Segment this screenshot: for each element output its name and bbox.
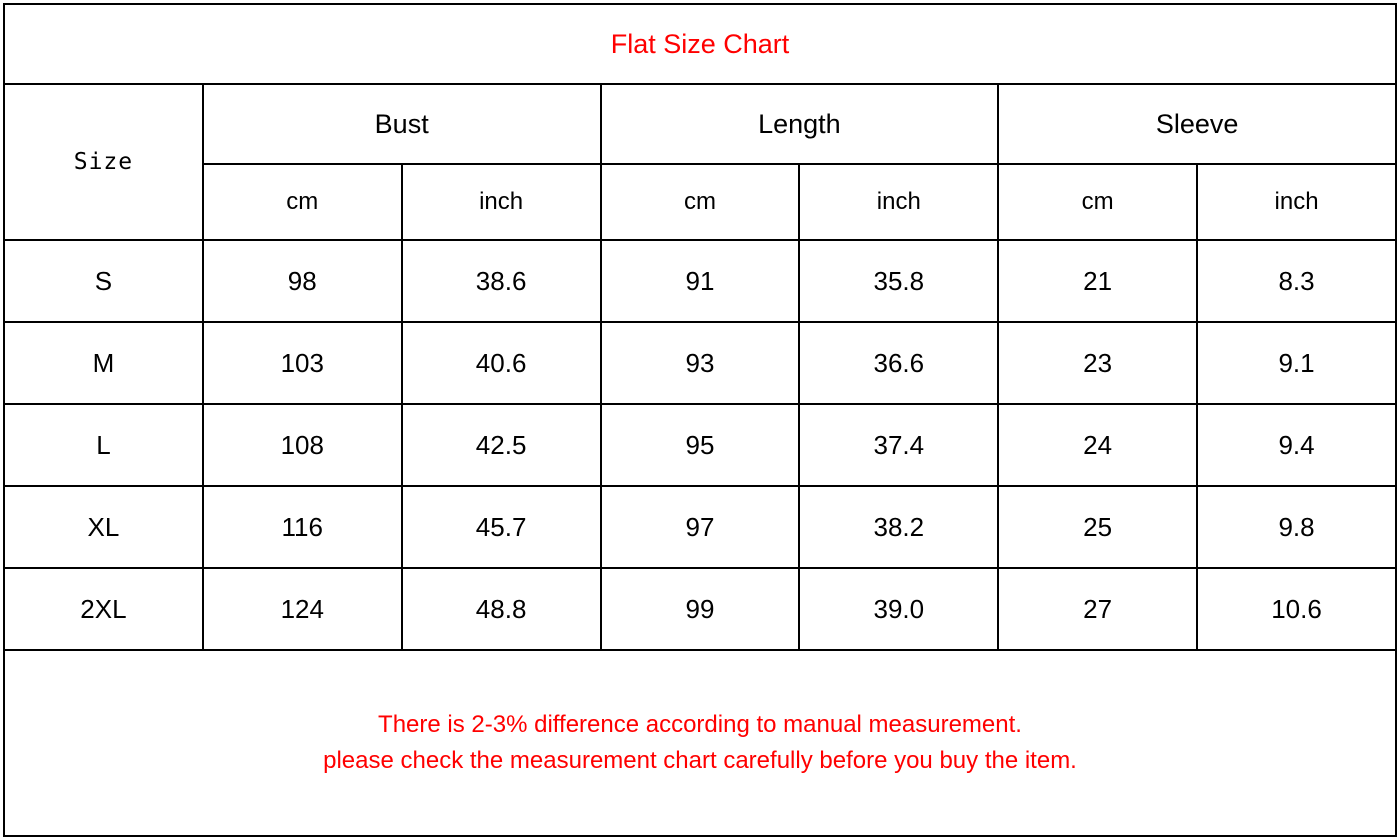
cell-length-cm: 97 — [601, 486, 800, 568]
cell-sleeve-cm: 24 — [998, 404, 1197, 486]
column-header-length: Length — [601, 84, 999, 164]
measurement-note-line-2: please check the measurement chart carefully before you buy the item. — [323, 747, 1077, 774]
unit-sleeve-inch: inch — [1197, 164, 1396, 240]
cell-sleeve-inch: 10.6 — [1197, 568, 1396, 650]
cell-bust-inch: 38.6 — [402, 240, 601, 322]
cell-bust-inch: 42.5 — [402, 404, 601, 486]
cell-bust-cm: 103 — [203, 322, 402, 404]
cell-bust-cm: 98 — [203, 240, 402, 322]
table-row — [4, 322, 1396, 404]
table-title-row — [4, 4, 1396, 84]
cell-length-cm: 93 — [601, 322, 800, 404]
unit-length-cm: cm — [601, 164, 800, 240]
cell-sleeve-cm: 23 — [998, 322, 1197, 404]
cell-sleeve-inch: 9.8 — [1197, 486, 1396, 568]
cell-sleeve-cm: 25 — [998, 486, 1197, 568]
table-row — [4, 240, 1396, 322]
cell-length-inch: 38.2 — [799, 486, 998, 568]
unit-bust-cm: cm — [203, 164, 402, 240]
table-unit-row — [4, 164, 1396, 240]
cell-bust-cm: 108 — [203, 404, 402, 486]
cell-length-inch: 39.0 — [799, 568, 998, 650]
table-group-header-row — [4, 84, 1396, 164]
unit-sleeve-cm: cm — [998, 164, 1197, 240]
cell-length-cm: 91 — [601, 240, 800, 322]
column-header-size: Size — [4, 84, 203, 240]
cell-sleeve-cm: 27 — [998, 568, 1197, 650]
cell-sleeve-inch: 8.3 — [1197, 240, 1396, 322]
cell-bust-inch: 48.8 — [402, 568, 601, 650]
column-header-sleeve: Sleeve — [998, 84, 1396, 164]
table-row — [4, 404, 1396, 486]
cell-bust-cm: 116 — [203, 486, 402, 568]
unit-length-inch: inch — [799, 164, 998, 240]
table-note-row — [4, 650, 1396, 836]
cell-sleeve-cm: 21 — [998, 240, 1197, 322]
cell-length-inch: 35.8 — [799, 240, 998, 322]
row-size-label: XL — [4, 486, 203, 568]
row-size-label: M — [4, 322, 203, 404]
flat-size-chart-table — [3, 3, 1397, 837]
cell-length-cm: 99 — [601, 568, 800, 650]
cell-sleeve-inch: 9.4 — [1197, 404, 1396, 486]
cell-length-inch: 37.4 — [799, 404, 998, 486]
cell-sleeve-inch: 9.1 — [1197, 322, 1396, 404]
column-header-bust: Bust — [203, 84, 601, 164]
cell-bust-inch: 40.6 — [402, 322, 601, 404]
row-size-label: 2XL — [4, 568, 203, 650]
cell-bust-cm: 124 — [203, 568, 402, 650]
unit-bust-inch: inch — [402, 164, 601, 240]
row-size-label: L — [4, 404, 203, 486]
measurement-note-line-1: There is 2-3% difference according to manual measurement. — [378, 711, 1022, 738]
measurement-note — [4, 650, 1396, 836]
chart-title: Flat Size Chart — [4, 4, 1396, 84]
row-size-label: S — [4, 240, 203, 322]
cell-length-inch: 36.6 — [799, 322, 998, 404]
table-row — [4, 568, 1396, 650]
cell-bust-inch: 45.7 — [402, 486, 601, 568]
cell-length-cm: 95 — [601, 404, 800, 486]
table-row — [4, 486, 1396, 568]
